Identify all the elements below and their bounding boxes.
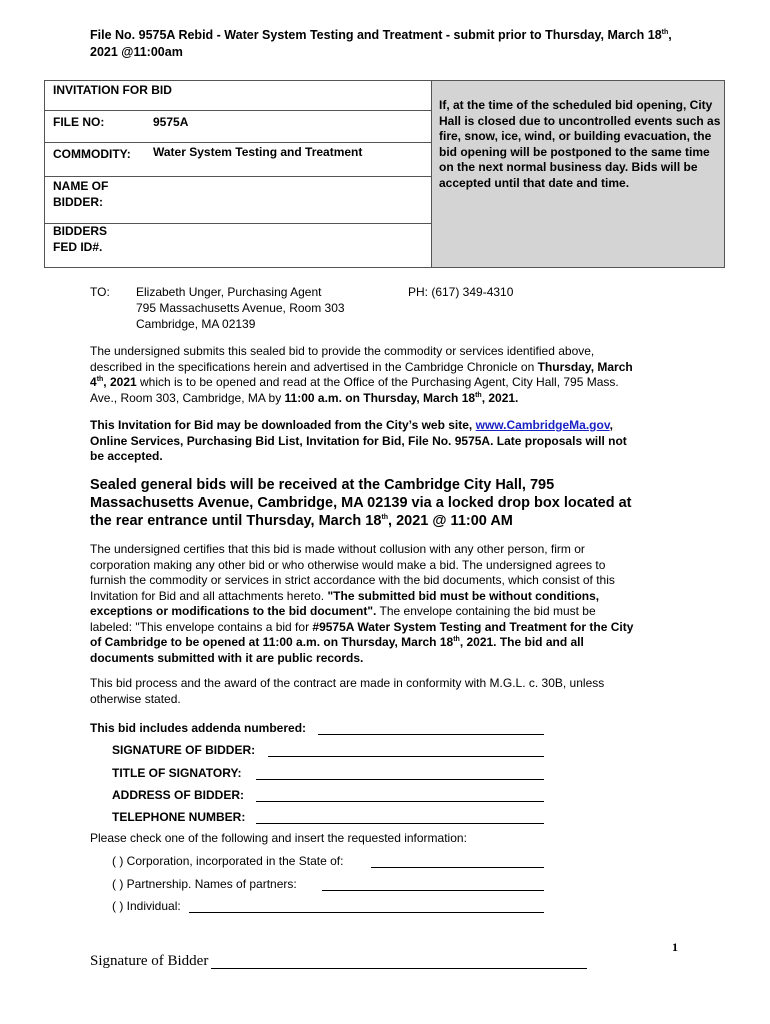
agent-street: 795 Massachusetts Avenue, Room 303 xyxy=(136,301,345,315)
divider xyxy=(45,110,431,111)
agent-name: Elizabeth Unger, Purchasing Agent xyxy=(136,285,322,299)
conformity-paragraph: This bid process and the award of the contract are made in conformity with M.G.L. c. 30B, unless otherwise stated. xyxy=(90,676,605,706)
telephone-field[interactable] xyxy=(256,823,544,824)
file-no-value: 9575A xyxy=(153,115,189,129)
signature-footer-label: Signature of Bidder xyxy=(90,953,209,969)
partnership-option[interactable]: ( ) Partnership. Names of partners: xyxy=(112,877,297,891)
bid-box-title: INVITATION FOR BID xyxy=(53,83,172,97)
partnership-names-field[interactable] xyxy=(322,890,544,891)
header-line-1: File No. 9575A Rebid - Water System Testing and Treatment - submit prior to Thursday, March 18th, xyxy=(90,28,672,42)
commodity-label: COMMODITY: xyxy=(53,147,131,161)
corporation-option[interactable]: ( ) Corporation, incorporated in the State of: xyxy=(112,854,344,868)
drop-box-notice: Sealed general bids will be received at the Cambridge City Hall, 795 Massachusetts Avenue, Cambridge, MA 02139 via a locked drop box located at the rear entrance until Thursday, March 18th, 2021 @ 11:00 AM xyxy=(90,477,632,529)
signature-footer-line[interactable] xyxy=(211,968,587,969)
telephone-label: TELEPHONE NUMBER: xyxy=(112,810,246,824)
fed-id-label: BIDDERS FED ID#. xyxy=(53,224,108,254)
purchasing-agent-address xyxy=(136,284,396,332)
bidder-address-label: ADDRESS OF BIDDER: xyxy=(112,788,245,802)
bidder-address-field[interactable] xyxy=(256,801,544,802)
certification-paragraph: The undersigned certifies that this bid is made without collusion with any other person, firm or corporation making any other bid or who otherwise would make a bid. The undersigned agrees to furnish the commodity or services in strict accordance with the bid documents, which consist of this Invitation for Bid and all attachments hereto. "The submitted bid must be without conditions, exceptions or modifications to the bid document". The envelope containing the bid must be labeled: "This envelope contains a bid for #9575A Water System Testing and Treatment for the City of Cambridge to be opened at 11:00 a.m. on Thursday, March 18th, 2021. The bid and all documents submitted with it are public records. xyxy=(90,542,634,665)
invitation-for-bid-box xyxy=(44,80,725,268)
commodity-value: Water System Testing and Treatment xyxy=(153,145,363,159)
title-of-signatory-field[interactable] xyxy=(256,779,544,780)
individual-name-field[interactable] xyxy=(189,912,544,913)
city-website-link[interactable]: www.CambridgeMa.gov xyxy=(475,418,610,432)
document-header xyxy=(90,27,710,61)
submission-paragraph: The undersigned submits this sealed bid to provide the commodity or services identified above, described in the specifications herein and advertised in the Cambridge Chronicle on Thursday, March 4th, 2021 which is to be opened and read at the Office of the Purchasing Agent, City Hall, 795 Mass. Ave., Room 303, Cambridge, MA by 11:00 a.m. on Thursday, March 18th, 2021. xyxy=(90,344,633,405)
divider xyxy=(45,176,431,177)
bid-info-column xyxy=(45,81,431,267)
individual-option[interactable]: ( ) Individual: xyxy=(112,899,181,913)
closure-notice-panel xyxy=(431,81,724,267)
check-instructions: Please check one of the following and insert the requested information: xyxy=(90,831,467,845)
addenda-field[interactable] xyxy=(318,734,544,735)
signature-label: SIGNATURE OF BIDDER: xyxy=(112,743,256,757)
bidder-name-label: NAME OF BIDDER: xyxy=(53,179,109,209)
corporation-state-field[interactable] xyxy=(371,867,544,868)
closure-notice-text: If, at the time of the scheduled bid opening, City Hall is closed due to uncontrolled events such as fire, snow, ice, wind, or building evacuation, the bid opening will be postponed to the same time on the next normal business day. Bids will be accepted until that date and time. xyxy=(439,98,721,190)
addenda-label: This bid includes addenda numbered: xyxy=(90,721,307,735)
signature-field[interactable] xyxy=(268,756,544,757)
header-line-2: 2021 @11:00am xyxy=(90,45,183,59)
file-no-label: FILE NO: xyxy=(53,115,105,129)
to-label: TO: xyxy=(90,285,110,299)
agent-phone: PH: (617) 349-4310 xyxy=(408,285,514,299)
agent-city: Cambridge, MA 02139 xyxy=(136,317,256,331)
divider xyxy=(45,142,431,143)
page-number: 1 xyxy=(672,940,678,954)
download-paragraph: This Invitation for Bid may be downloaded from the City’s web site, www.CambridgeMa.gov, Online Services, Purchasing Bid List, Invitation for Bid, File No. 9575A. Late proposals will not be accepted. xyxy=(90,418,627,463)
title-of-signatory-label: TITLE OF SIGNATORY: xyxy=(112,766,242,780)
